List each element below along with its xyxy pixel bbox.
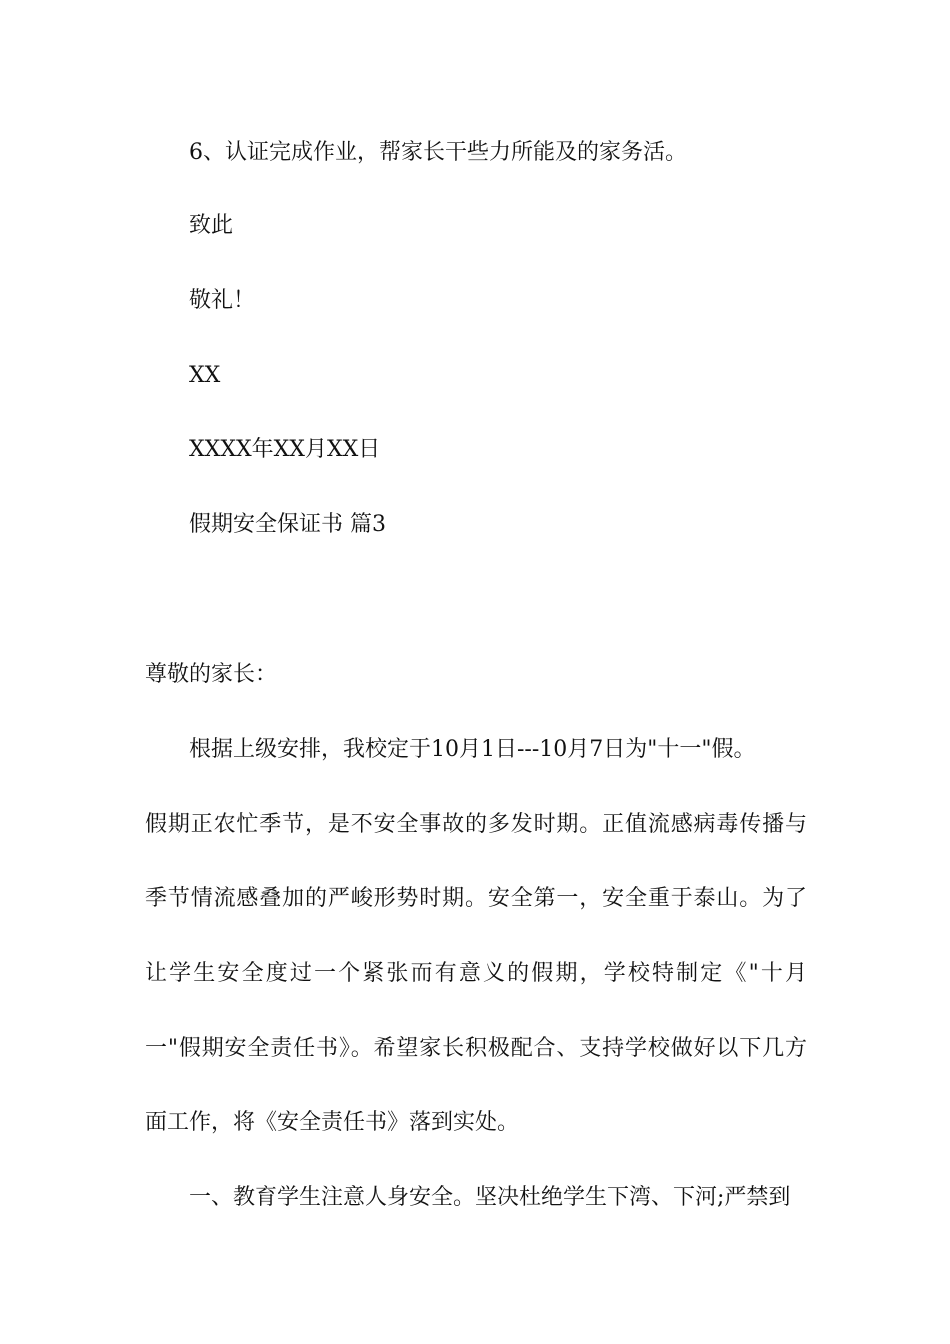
body-line: 根据上级安排，我校定于10月1日---10月7日为"十一"假。 [189, 737, 756, 762]
section-title: 假期安全保证书 篇3 [189, 512, 386, 537]
signature: XX [189, 363, 221, 388]
body-line: 一、教育学生注意人身安全。坚决杜绝学生下湾、下河;严禁到 [189, 1185, 791, 1210]
greeting: 尊敬的家长： [145, 662, 278, 687]
salutation-line-2: 敬礼！ [189, 288, 256, 313]
body-line: 面工作，将《安全责任书》落到实处。 [145, 1110, 520, 1135]
closing-item-6: 6、认证完成作业，帮家长干些力所能及的家务活。 [189, 140, 687, 165]
body-line: 季节情流感叠加的严峻形势时期。安全第一，安全重于泰山。为了 [145, 886, 807, 911]
body-line: 一"假期安全责任书》。希望家长积极配合、支持学校做好以下几方 [145, 1036, 807, 1061]
body-line: 让学生安全度过一个紧张而有意义的假期，学校特制定《"十月 [145, 961, 807, 986]
salutation-line-1: 致此 [189, 213, 234, 238]
body-line: 假期正农忙季节，是不安全事故的多发时期。正值流感病毒传播与 [145, 812, 807, 837]
signature-date: XXXX年XX月XX日 [189, 437, 381, 462]
